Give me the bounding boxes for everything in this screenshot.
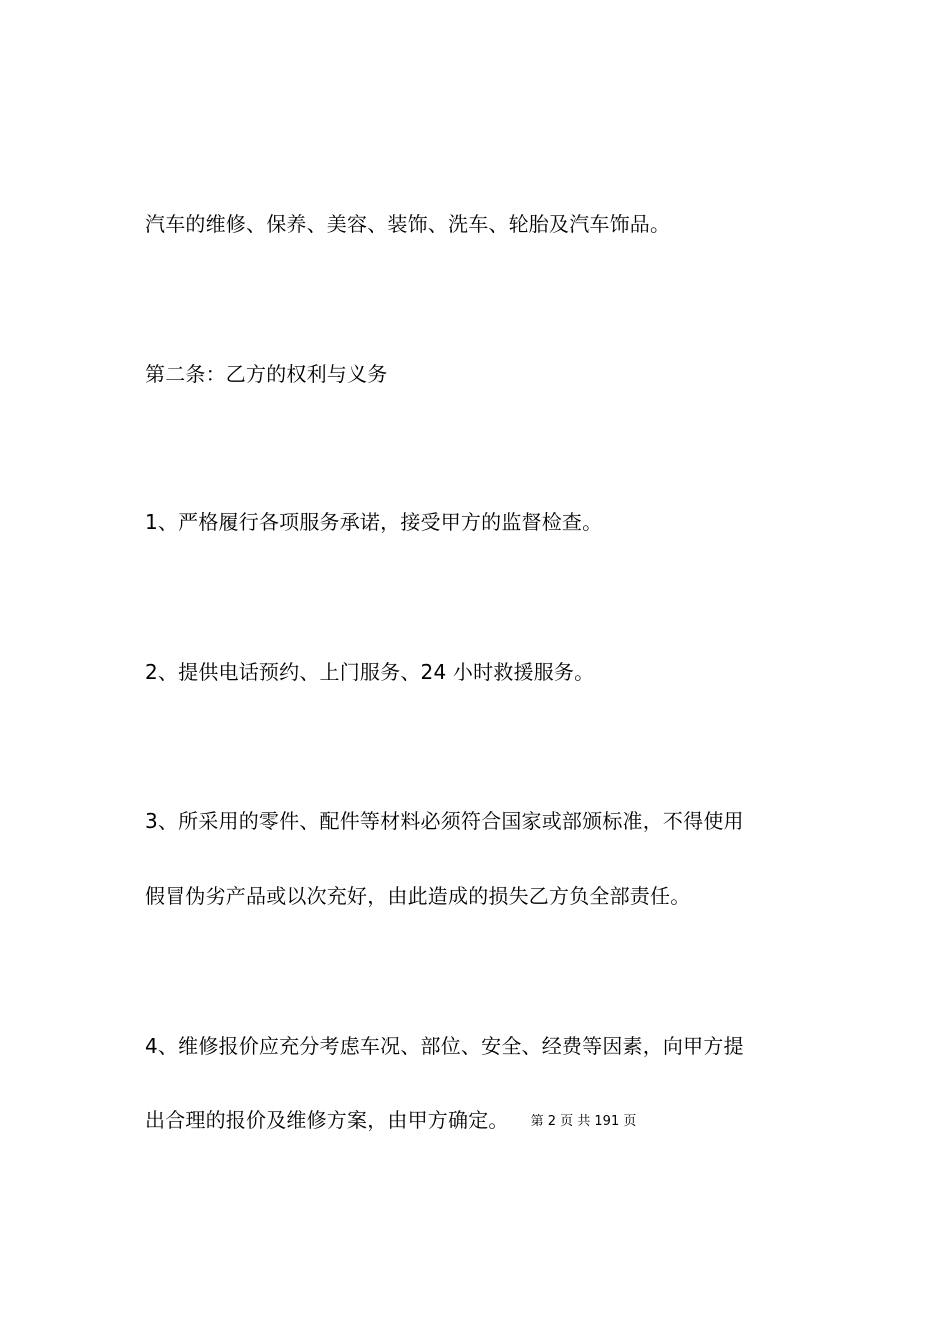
clause-item-1: 1、严格履行各项服务承诺，接受甲方的监督检查。 <box>145 510 603 534</box>
clause-item-3: 3、所采用的零件、配件等材料必须符合国家或部颁标准，不得使用 <box>145 809 744 833</box>
clause-item-4-continued-line <box>145 1106 636 1136</box>
body-text-line: 汽车的维修、保养、美容、装饰、洗车、轮胎及汽车饰品。 <box>145 212 671 236</box>
clause-item-2: 2、提供电话预约、上门服务、24 小时救援服务。 <box>145 660 595 684</box>
clause-item-4-continued: 出合理的报价及维修方案，由甲方确定。 <box>145 1108 509 1132</box>
clause-item-4: 4、维修报价应充分考虑车况、部位、安全、经费等因素，向甲方提 <box>145 1034 744 1058</box>
section-heading: 第二条：乙方的权利与义务 <box>145 362 388 386</box>
page-number-footer: 第 2 页 共 191 页 <box>530 1114 637 1129</box>
clause-item-3-continued: 假冒伪劣产品或以次充好，由此造成的损失乙方负全部责任。 <box>145 884 691 908</box>
